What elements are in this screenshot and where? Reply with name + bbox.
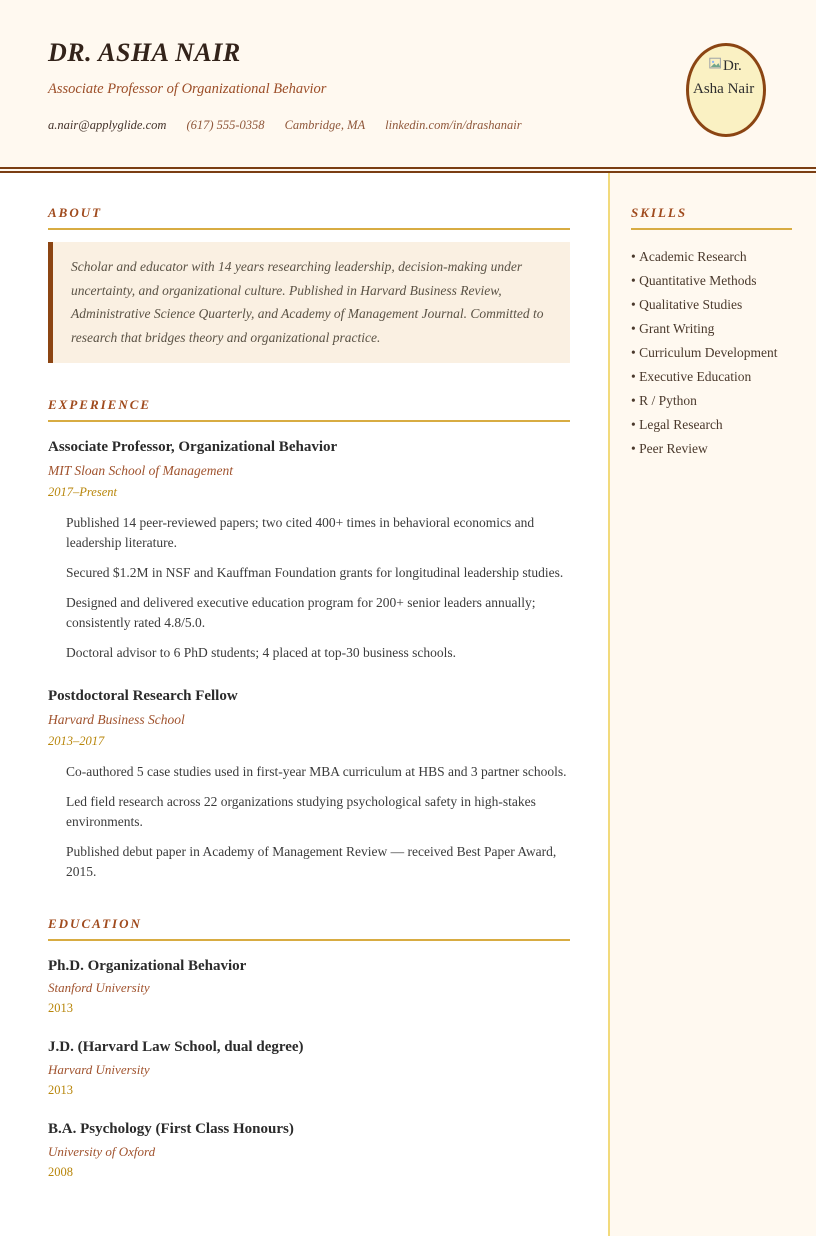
about-summary: Scholar and educator with 14 years researching leadership, decision-making under uncertainty, and organizational culture. Published in Harvard Business Review, Administrative Science Quarterly, and Academy of Management Journal. Committed to research that bridges theory and organizational practice.: [48, 242, 570, 363]
skills-heading: SKILLS: [631, 205, 688, 220]
skill-item: • Curriculum Development: [631, 344, 792, 361]
skill-item: • Academic Research: [631, 248, 792, 265]
degree-title: J.D. (Harvard Law School, dual degree): [48, 1039, 304, 1056]
skill-item: • Quantitative Methods: [631, 272, 792, 289]
about-heading: ABOUT: [48, 205, 103, 220]
education-entry: [48, 957, 570, 1017]
job-organization: MIT Sloan School of Management: [48, 462, 233, 478]
job-title: Associate Professor, Organizational Behavior: [48, 439, 338, 455]
degree-year: 2008: [48, 1164, 73, 1179]
skill-item: • Executive Education: [631, 368, 792, 385]
profile-photo-broken-image: [686, 43, 766, 137]
broken-image-icon: [701, 55, 722, 78]
location-text: Cambridge, MA: [284, 117, 366, 132]
job-title: Postdoctoral Research Fellow: [48, 687, 238, 704]
education-rule: [48, 939, 570, 941]
job-point: Led field research across 22 organizations studying psychological safety in high-stakes environments.: [66, 793, 536, 829]
contact-row: [48, 118, 766, 133]
professional-title: Associate Professor of Organizational Behavior: [48, 80, 327, 97]
header: [0, 0, 816, 167]
degree-year: 2013: [48, 1001, 73, 1016]
experience-rule: [48, 420, 570, 422]
skill-item: • Qualitative Studies: [631, 296, 792, 313]
photo-alt-text: Dr. Asha Nair: [693, 58, 755, 98]
page-title: DR. ASHA NAIR: [48, 38, 241, 67]
degree-year: 2013: [48, 1083, 73, 1097]
degree-school: Stanford University: [48, 980, 150, 996]
skill-item: • Legal Research: [631, 416, 792, 433]
skill-item: • Grant Writing: [631, 320, 792, 337]
job-organization: Harvard Business School: [48, 711, 185, 727]
job-points-list: [48, 762, 570, 882]
email-link[interactable]: a.nair@applyglide.com: [48, 117, 167, 132]
job-point: Secured $1.2M in NSF and Kauffman Foundation grants for longitudinal leadership studies.: [66, 564, 564, 580]
linkedin-link[interactable]: linkedin.com/in/drashanair: [385, 117, 522, 132]
degree-title: B.A. Psychology (First Class Honours): [48, 1121, 294, 1137]
education-heading: EDUCATION: [48, 915, 142, 931]
skills-rule: [631, 228, 792, 230]
section-about: [48, 205, 570, 363]
degree-title: Ph.D. Organizational Behavior: [48, 957, 247, 974]
job-point: Designed and delivered executive education program for 200+ senior leaders annually; consistently rated 4.8/5.0.: [66, 594, 536, 630]
job-point: Published debut paper in Academy of Management Review — received Best Paper Award, 2015.: [66, 843, 557, 879]
skill-item: • R / Python: [631, 392, 792, 409]
skill-item: • Peer Review: [631, 440, 792, 457]
section-experience: [48, 397, 570, 882]
degree-school: University of Oxford: [48, 1143, 156, 1159]
section-education: [48, 916, 570, 1180]
experience-heading: EXPERIENCE: [48, 397, 152, 412]
skills-list: [631, 248, 792, 457]
sidebar: [608, 173, 816, 1236]
degree-school: Harvard University: [48, 1062, 150, 1077]
job-point: Co-authored 5 case studies used in first-year MBA curriculum at HBS and 3 partner schools.: [66, 763, 567, 779]
main-column: [0, 173, 608, 1236]
job-point: Doctoral advisor to 6 PhD students; 4 placed at top-30 business schools.: [66, 644, 456, 660]
job-entry: [48, 438, 570, 663]
job-entry: [48, 687, 570, 882]
about-rule: [48, 228, 570, 230]
education-entry: [48, 1038, 570, 1098]
job-dates: 2013–2017: [48, 733, 105, 748]
education-entry: [48, 1120, 570, 1180]
job-point: Published 14 peer-reviewed papers; two cited 400+ times in behavioral economics and leadership literature.: [66, 514, 535, 550]
content-columns: [0, 173, 816, 1236]
job-points-list: [48, 513, 570, 663]
phone-link[interactable]: (617) 555-0358: [186, 117, 265, 132]
job-dates: 2017–Present: [48, 484, 117, 499]
